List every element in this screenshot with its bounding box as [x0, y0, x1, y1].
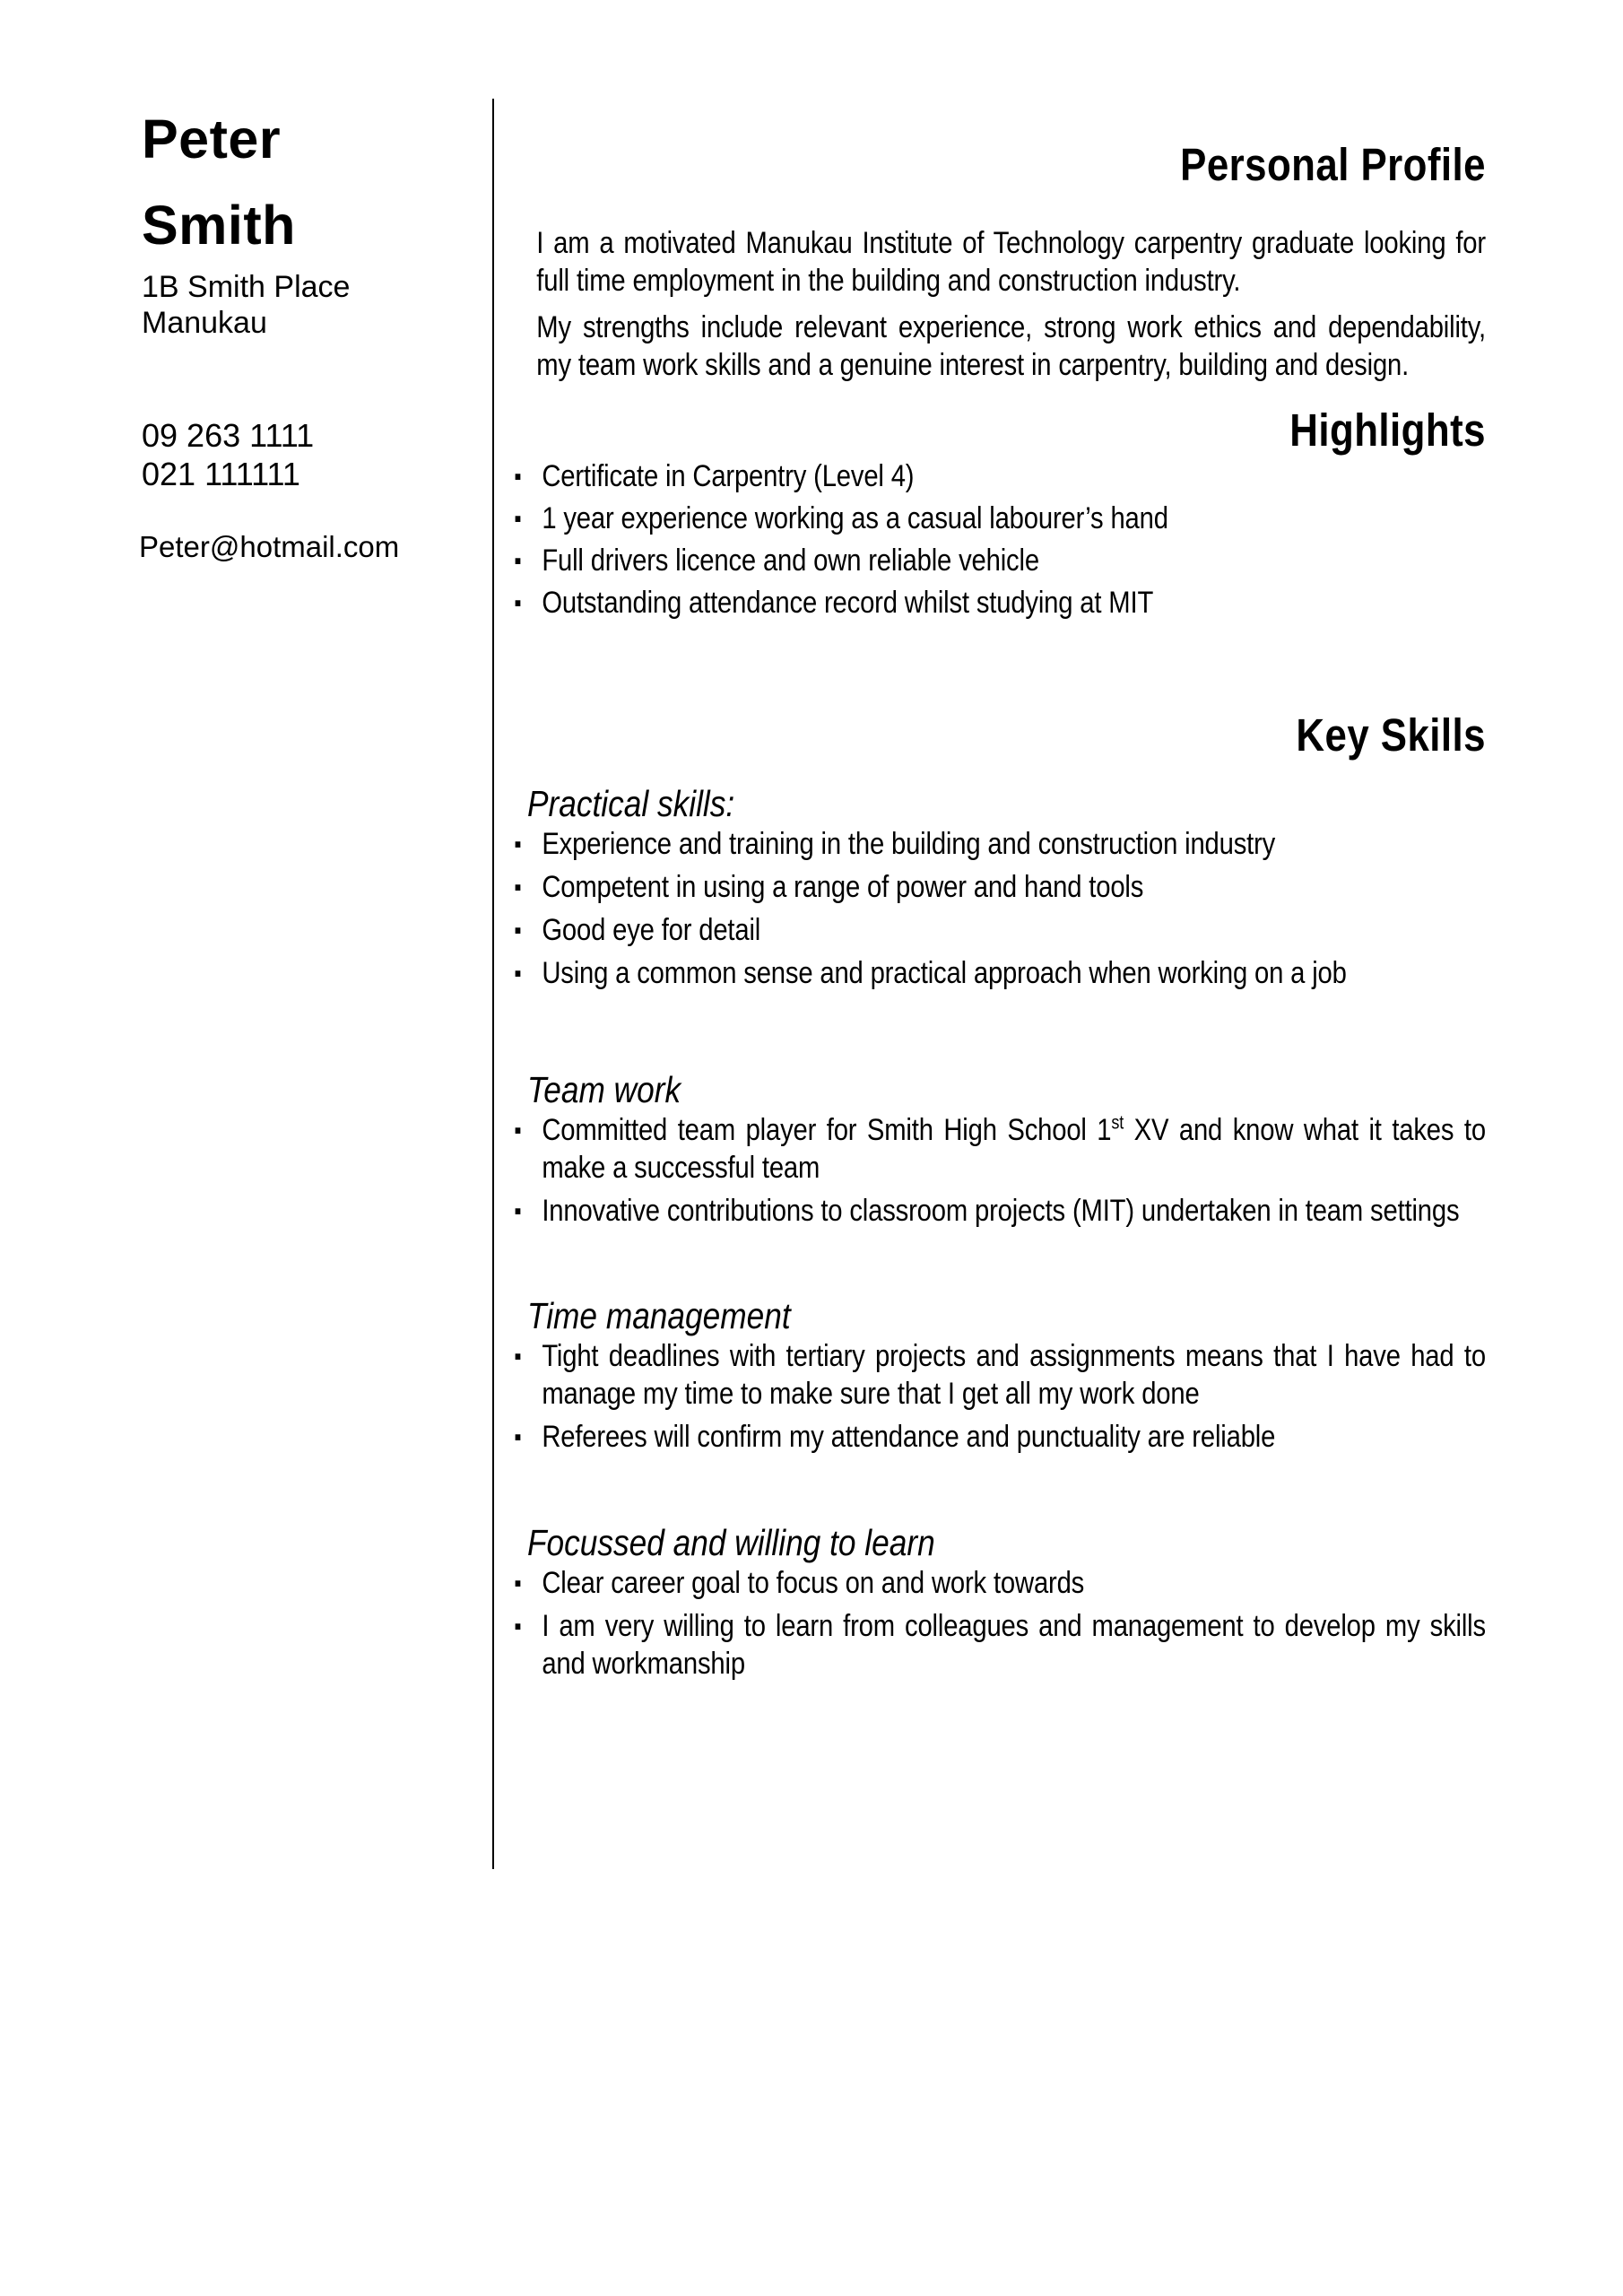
bullet-icon: ▪: [514, 959, 522, 987]
bullet-icon: ▪: [514, 916, 522, 944]
bullet-icon: ▪: [514, 505, 522, 533]
team-work-subheading: Team work: [526, 1068, 681, 1110]
last-name: Smith: [142, 195, 296, 256]
address-line-2: Manukau: [142, 306, 267, 340]
first-name: Peter: [142, 109, 282, 170]
list-item-text: Certificate in Carpentry (Level 4): [542, 459, 915, 494]
profile-paragraph-2: My strengths include relevant experience, strong work ethics and dependability, my team work skills and a genuine interest in carpentry, building and design.: [536, 310, 1486, 383]
time-management-list: [514, 1337, 1486, 1456]
bullet-icon: ▪: [514, 463, 522, 491]
phone-mobile: 021 111111: [142, 456, 300, 492]
list-item: [514, 500, 1486, 537]
highlights-heading: Highlights: [1289, 404, 1486, 457]
practical-skills-subheading: Practical skills:: [526, 782, 735, 824]
bullet-icon: ▪: [514, 1342, 522, 1370]
list-item-text: Good eye for detail: [542, 912, 761, 947]
list-item: [514, 457, 1486, 495]
email-address: Peter@hotmail.com: [139, 530, 400, 563]
list-item: [514, 954, 1486, 992]
superscript-ordinal: st: [1111, 1112, 1124, 1134]
key-skills-heading: Key Skills: [1296, 709, 1486, 761]
list-item: [514, 1337, 1486, 1413]
bullet-icon: ▪: [514, 830, 522, 857]
list-item: [514, 584, 1486, 622]
list-item-text: 1 year experience working as a casual labourer’s hand: [542, 501, 1168, 536]
practical-skills-list: [514, 825, 1486, 992]
list-item: [514, 868, 1486, 906]
bullet-icon: ▪: [514, 1569, 522, 1596]
content-inner: [494, 137, 1486, 1683]
bullet-icon: ▪: [514, 1612, 522, 1639]
sidebar: [0, 0, 491, 2296]
list-item-text: Using a common sense and practical approach when working on a job: [542, 955, 1347, 990]
list-item: [514, 1111, 1486, 1187]
list-item: [514, 1564, 1486, 1602]
list-item-text-part: XV and know what it takes to make a successful team: [542, 1112, 1486, 1185]
list-item: [514, 1192, 1486, 1230]
list-item: [514, 1607, 1486, 1683]
bullet-icon: ▪: [514, 547, 522, 575]
content-column: [492, 99, 1486, 1869]
list-item-text: Outstanding attendance record whilst studying at MIT: [542, 586, 1154, 621]
bullet-icon: ▪: [514, 873, 522, 900]
list-item-text: Clear career goal to focus on and work towards: [542, 1565, 1085, 1600]
list-item-text-part: Committed team player for Smith High School 1: [542, 1112, 1112, 1147]
list-item: [514, 1418, 1486, 1456]
list-item-text: Innovative contributions to classroom projects (MIT) undertaken in team settings: [542, 1193, 1460, 1228]
list-item-text: [542, 1111, 1486, 1187]
list-item-text: I am very willing to learn from colleagues and management to develop my skills and workmanship: [542, 1608, 1486, 1681]
bullet-icon: ▪: [514, 1422, 522, 1450]
list-item-text: Competent in using a range of power and hand tools: [542, 869, 1144, 904]
team-work-list: [514, 1111, 1486, 1230]
bullet-icon: ▪: [514, 1196, 522, 1224]
list-item: [514, 911, 1486, 949]
address-line-1: 1B Smith Place: [142, 270, 351, 304]
phone-block: [142, 416, 314, 493]
profile-paragraph-1: I am a motivated Manukau Institute of Technology carpentry graduate looking for full time employment in the building and construction industry.: [536, 226, 1486, 299]
focussed-subheading: Focussed and willing to learn: [526, 1521, 935, 1563]
list-item-text: Full drivers licence and own reliable vehicle: [542, 544, 1039, 578]
list-item: [514, 542, 1486, 579]
list-item-text: Experience and training in the building and construction industry: [542, 826, 1276, 861]
time-management-subheading: Time management: [526, 1294, 791, 1336]
personal-profile-heading: Personal Profile: [1180, 139, 1486, 190]
list-item-text: Referees will confirm my attendance and punctuality are reliable: [542, 1419, 1276, 1454]
list-item: [514, 825, 1486, 863]
bullet-icon: ▪: [514, 1116, 522, 1144]
highlights-list: [514, 457, 1486, 622]
focussed-list: [514, 1564, 1486, 1683]
phone-primary: 09 263 1111: [142, 417, 315, 454]
list-item-text: Tight deadlines with tertiary projects and assignments means that I have had to manage my time to make sure that I get all my work done: [542, 1338, 1486, 1411]
bullet-icon: ▪: [514, 589, 522, 617]
address-block: [142, 269, 350, 341]
